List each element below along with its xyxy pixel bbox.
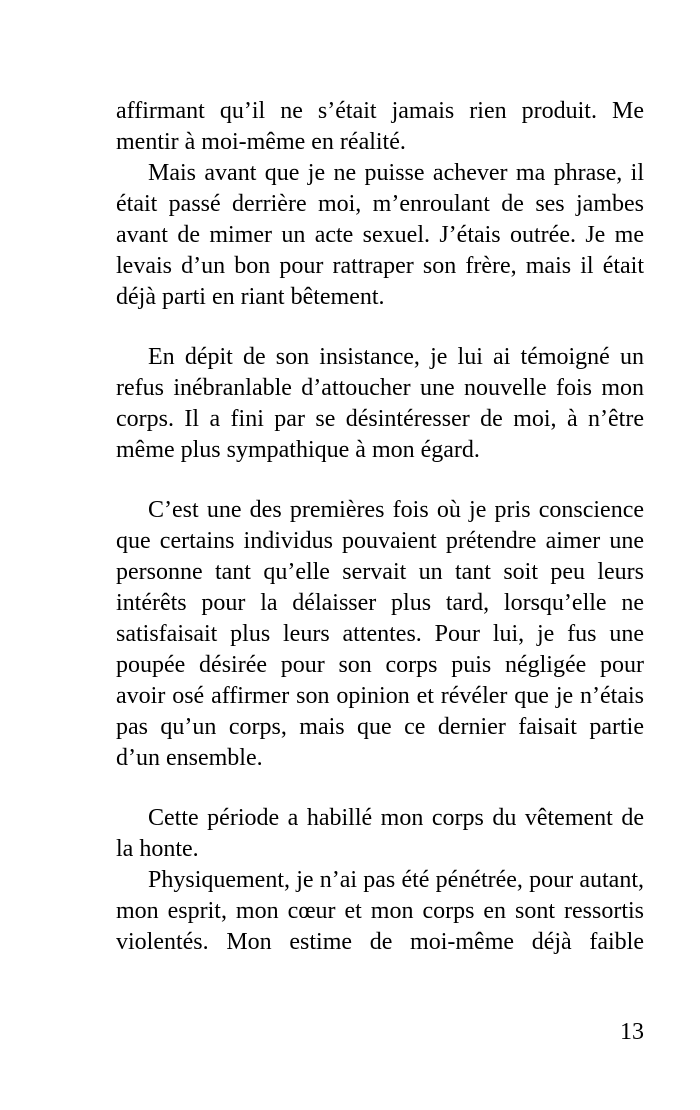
text-line: était passé derrière moi, m’enroulant de ses jambes xyxy=(116,191,644,217)
text-line: Cette période a habillé mon corps du vêtement de xyxy=(148,805,644,831)
text-line: affirmant qu’il ne s’était jamais rien produit. Me xyxy=(116,98,644,124)
text-line: mon esprit, mon cœur et mon corps en sont ressortis xyxy=(116,898,644,924)
text-line: d’un ensemble. xyxy=(116,745,263,771)
text-line: déjà parti en riant bêtement. xyxy=(116,284,385,310)
text-line: poupée désirée pour son corps puis négligée pour xyxy=(116,652,644,678)
text-line: même plus sympathique à mon égard. xyxy=(116,437,480,463)
text-line: avant de mimer un acte sexuel. J’étais outrée. Je me xyxy=(116,222,644,248)
text-line: Physiquement, je n’ai pas été pénétrée, pour autant, xyxy=(148,867,644,893)
text-line: levais d’un bon pour rattraper son frère, mais il était xyxy=(116,253,644,279)
text-line: pas qu’un corps, mais que ce dernier faisait partie xyxy=(116,714,644,740)
text-line: C’est une des premières fois où je pris conscience xyxy=(148,497,644,523)
text-line: que certains individus pouvaient prétendre aimer une xyxy=(116,528,644,554)
text-line: corps. Il a fini par se désintéresser de moi, à n’être xyxy=(116,406,644,432)
text-line: mentir à moi-même en réalité. xyxy=(116,129,406,155)
text-line: Mais avant que je ne puisse achever ma phrase, il xyxy=(148,160,644,186)
text-line: intérêts pour la délaisser plus tard, lorsqu’elle ne xyxy=(116,590,644,616)
page-number: 13 xyxy=(620,1019,644,1045)
text-line: personne tant qu’elle servait un tant soit peu leurs xyxy=(116,559,644,585)
text-line: satisfaisait plus leurs attentes. Pour lui, je fus une xyxy=(116,621,644,647)
text-line: violentés. Mon estime de moi-même déjà faible xyxy=(116,929,644,955)
body-text xyxy=(116,96,644,958)
text-line: En dépit de son insistance, je lui ai témoigné un xyxy=(148,344,644,370)
text-line: avoir osé affirmer son opinion et révéler que je n’étais xyxy=(116,683,644,709)
text-line: la honte. xyxy=(116,836,199,862)
text-line: refus inébranlable d’attoucher une nouvelle fois mon xyxy=(116,375,644,401)
